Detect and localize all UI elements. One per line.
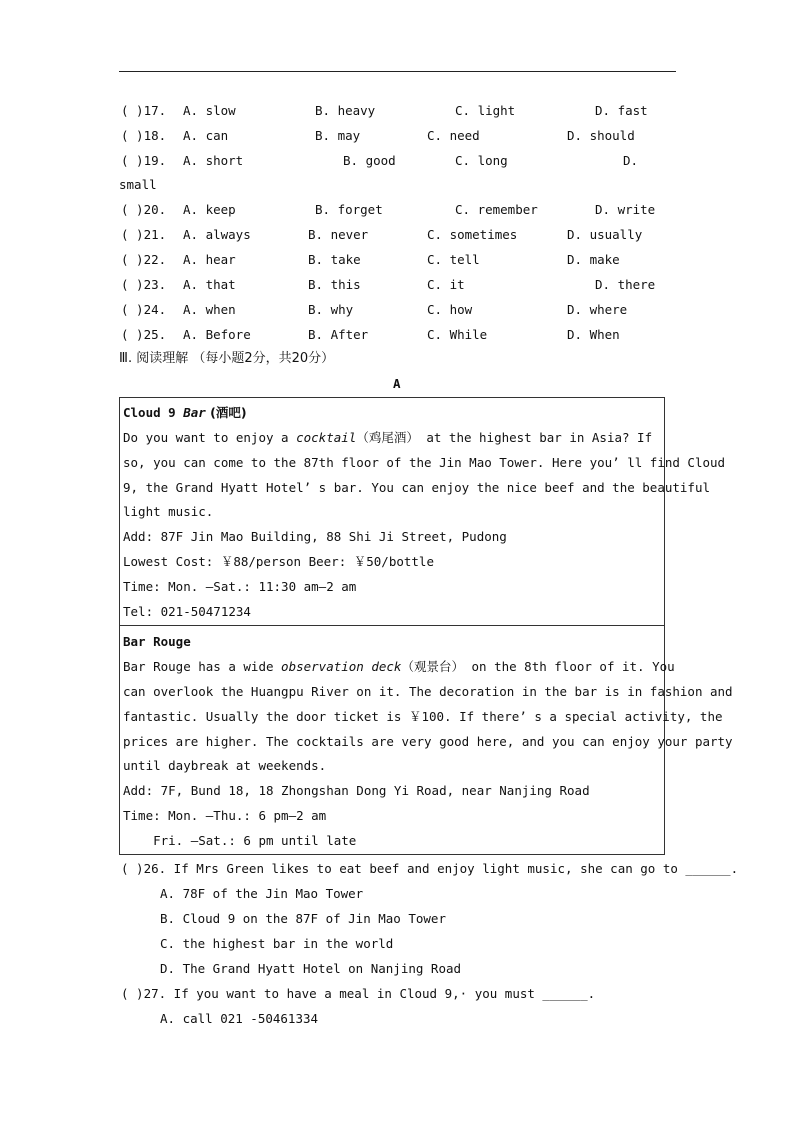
question-number: ( )24. bbox=[121, 302, 167, 317]
option-b: B. this bbox=[308, 277, 361, 292]
option-d: D. make bbox=[567, 252, 620, 267]
option-b: B. never bbox=[308, 227, 369, 242]
question-number: ( )20. bbox=[121, 202, 167, 217]
option-a: A. Before bbox=[183, 327, 251, 342]
option-b: B. heavy bbox=[315, 103, 376, 118]
ad-paragraph-line bbox=[123, 659, 675, 674]
option-c: C. sometimes bbox=[427, 227, 518, 242]
text-run: Bar Rouge has a wide bbox=[123, 659, 282, 674]
ad-paragraph-line: can overlook the Huangpu River on it. The decoration in the bar is in fashion and bbox=[123, 684, 733, 699]
text-run: （鸡尾酒） at the highest bar in Asia? If bbox=[356, 430, 653, 445]
option-c: C. light bbox=[455, 103, 516, 118]
ad-address: Add: 7F, Bund 18, 18 Zhongshan Dong Yi Road, near Nanjing Road bbox=[123, 783, 590, 798]
option-a: A. when bbox=[183, 302, 236, 317]
option-d: D. there bbox=[595, 277, 656, 292]
header-rule bbox=[119, 71, 676, 72]
question-27-option-a: A. call 021 -50461334 bbox=[160, 1011, 319, 1026]
ad-paragraph-line: so, you can come to the 87th floor of the Jin Mao Tower. Here you’ ll find Cloud bbox=[123, 455, 726, 470]
option-c: C. tell bbox=[427, 252, 480, 267]
option-a: A. hear bbox=[183, 252, 236, 267]
ad-title-bar: Bar bbox=[183, 405, 206, 420]
option-c: C. While bbox=[427, 327, 488, 342]
option-c: C. long bbox=[455, 153, 508, 168]
question-number: ( )19. bbox=[121, 153, 167, 168]
ad-time-weekend: Fri. —Sat.: 6 pm until late bbox=[123, 833, 357, 848]
ad-title-name: Cloud 9 bbox=[123, 405, 184, 420]
question-number: ( )25. bbox=[121, 327, 167, 342]
italic-term: observation deck bbox=[281, 659, 402, 674]
option-d-continuation: small bbox=[119, 177, 157, 192]
option-b: B. why bbox=[308, 302, 354, 317]
question-number: ( )21. bbox=[121, 227, 167, 242]
question-26-stem: ( )26. If Mrs Green likes to eat beef and enjoy light music, she can go to ______. bbox=[121, 861, 739, 876]
question-number: ( )23. bbox=[121, 277, 167, 292]
ad-paragraph-line: until daybreak at weekends. bbox=[123, 758, 327, 773]
option-a: A. keep bbox=[183, 202, 236, 217]
option-c: C. remember bbox=[455, 202, 538, 217]
ad-paragraph-line: fantastic. Usually the door ticket is ￥100. If there’ s a special activity, the bbox=[123, 709, 723, 724]
ad-title: Bar Rouge bbox=[123, 634, 191, 649]
option-d: D. where bbox=[567, 302, 628, 317]
option-a: A. slow bbox=[183, 103, 236, 118]
question-26-option-d: D. The Grand Hyatt Hotel on Nanjing Road bbox=[160, 961, 462, 976]
ad-cost: Lowest Cost: ￥88/person Beer: ￥50/bottle bbox=[123, 554, 434, 569]
option-c: C. how bbox=[427, 302, 473, 317]
ad-paragraph-line: prices are higher. The cocktails are very good here, and you can enjoy your party bbox=[123, 734, 733, 749]
option-b: B. forget bbox=[315, 202, 383, 217]
question-26-option-b: B. Cloud 9 on the 87F of Jin Mao Tower bbox=[160, 911, 446, 926]
question-26-option-c: C. the highest bar in the world bbox=[160, 936, 394, 951]
option-b: B. may bbox=[315, 128, 361, 143]
option-a: A. short bbox=[183, 153, 244, 168]
option-d: D. When bbox=[567, 327, 620, 342]
option-a: A. that bbox=[183, 277, 236, 292]
question-26-option-a: A. 78F of the Jin Mao Tower bbox=[160, 886, 364, 901]
ad-paragraph-line bbox=[123, 430, 664, 445]
text-run: （观景台） on the 8th floor of it. You bbox=[401, 659, 675, 674]
question-number: ( )18. bbox=[121, 128, 167, 143]
ad-title-cn: (酒吧) bbox=[205, 405, 247, 420]
ad-cloud9 bbox=[119, 397, 726, 626]
ad-address: Add: 87F Jin Mao Building, 88 Shi Ji Street, Pudong bbox=[123, 529, 507, 544]
text-run: Do you want to enjoy a bbox=[123, 430, 297, 445]
option-c: C. need bbox=[427, 128, 480, 143]
option-d: D. fast bbox=[595, 103, 648, 118]
ad-tel: Tel: 021-50471234 bbox=[123, 604, 251, 619]
option-a: A. always bbox=[183, 227, 251, 242]
ad-title bbox=[123, 405, 247, 420]
section-heading: Ⅲ. 阅读理解 （每小题2分，共20分） bbox=[119, 351, 335, 366]
question-number: ( )17. bbox=[121, 103, 167, 118]
option-b: B. After bbox=[308, 327, 369, 342]
option-d: D. write bbox=[595, 202, 656, 217]
option-d: D. should bbox=[567, 128, 635, 143]
ad-time-weekday: Time: Mon. —Thu.: 6 pm—2 am bbox=[123, 808, 327, 823]
option-d: D. bbox=[623, 153, 639, 168]
option-d: D. usually bbox=[567, 227, 643, 242]
italic-term: cocktail bbox=[296, 430, 357, 445]
option-b: B. good bbox=[343, 153, 396, 168]
ad-time: Time: Mon. —Sat.: 11:30 am—2 am bbox=[123, 579, 357, 594]
option-b: B. take bbox=[308, 252, 361, 267]
option-a: A. can bbox=[183, 128, 229, 143]
part-label: A bbox=[393, 376, 401, 391]
ad-paragraph-line: 9, the Grand Hyatt Hotel’ s bar. You can enjoy the nice beef and the beautiful bbox=[123, 480, 710, 495]
question-27-stem: ( )27. If you want to have a meal in Cloud 9,· you must ______. bbox=[121, 986, 596, 1001]
ad-bar-rouge bbox=[119, 625, 733, 855]
question-number: ( )22. bbox=[121, 252, 167, 267]
option-c: C. it bbox=[427, 277, 465, 292]
ad-paragraph-line: light music. bbox=[123, 504, 214, 519]
